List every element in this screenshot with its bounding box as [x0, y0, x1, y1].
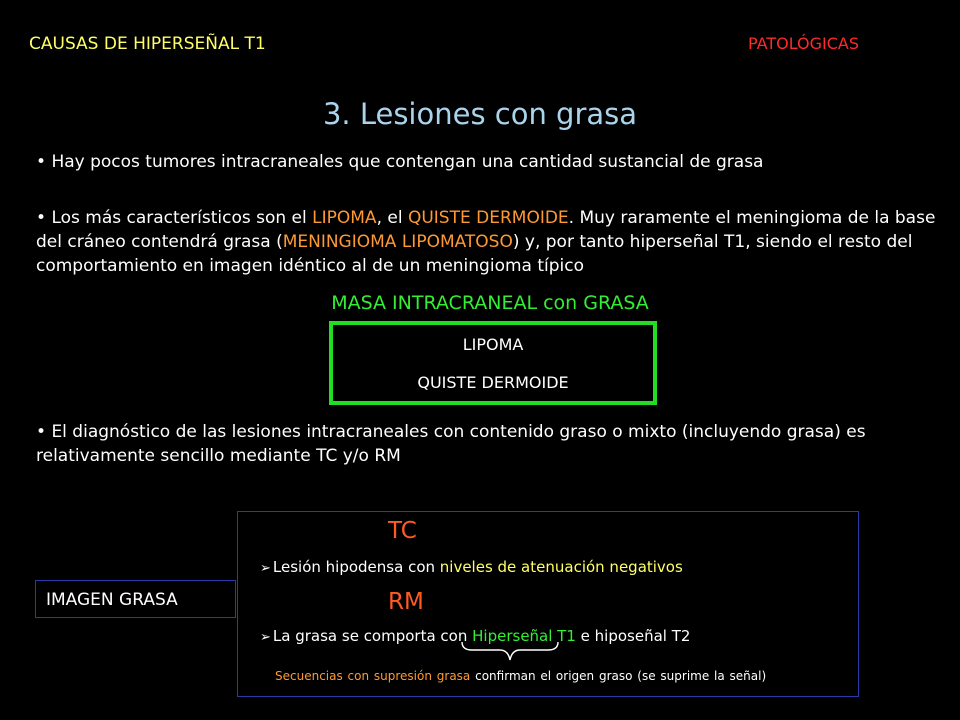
- imagen-grasa-box: IMAGEN GRASA: [35, 580, 236, 618]
- tc-heading: TC: [388, 518, 417, 544]
- bullet-paragraph-2: [36, 206, 951, 278]
- tc-description: [260, 558, 683, 576]
- note-highlight: Secuencias con supresión grasa: [275, 669, 471, 683]
- bullet-dot-icon: •: [36, 422, 47, 442]
- rm-text-a: La grasa se comporta con: [272, 627, 473, 645]
- slide-title: 3. Lesiones con grasa: [322, 97, 638, 131]
- rm-heading: RM: [388, 589, 424, 615]
- masa-list-box: [329, 321, 657, 405]
- bullet-1-text: Hay pocos tumores intracraneales que contengan una cantidad sustancial de grasa: [51, 152, 764, 172]
- bullet-2-text-b: , el: [376, 208, 408, 228]
- quiste-dermoide-highlight: QUISTE DERMOIDE: [407, 208, 569, 228]
- bullet-2-text-a: Los más característicos son el: [51, 208, 313, 228]
- bullet-2-text-c: . Muy raramente el meningioma de la base del cráneo contendrá grasa (: [36, 208, 936, 252]
- rm-text-highlight: Hiperseñal T1: [472, 627, 576, 645]
- rm-text-c: e hiposeñal T2: [575, 627, 691, 645]
- bullet-3-text: El diagnóstico de las lesiones intracraneales con contenido graso o mixto (incluyendo grasa) es relativamente sencillo mediante TC y/o RM: [36, 422, 866, 466]
- bullet-paragraph-3: [36, 420, 951, 468]
- bullet-paragraph-1: [36, 150, 946, 174]
- meningioma-lipomatoso-highlight: MENINGIOMA LIPOMATOSO: [282, 232, 513, 252]
- header-right-title: PATOLÓGICAS: [748, 34, 860, 53]
- bullet-dot-icon: •: [36, 208, 47, 228]
- tc-text-a: Lesión hipodensa con: [272, 558, 440, 576]
- bullet-2-text-d: ) y, por tanto hiperseñal T1, siendo el resto del comportamiento en imagen idéntico al de un meningioma típico: [36, 232, 913, 276]
- note-text: confirman el origen graso (se suprime la señal): [470, 669, 767, 683]
- masa-item-lipoma: LIPOMA: [462, 335, 524, 354]
- arrowhead-right-icon: ➢: [260, 630, 271, 645]
- bullet-dot-icon: •: [36, 152, 47, 172]
- arrowhead-right-icon: ➢: [260, 561, 271, 576]
- tc-text-highlight: niveles de atenuación negativos: [439, 558, 683, 576]
- curly-brace-icon: [460, 640, 560, 664]
- supresion-grasa-note: [275, 669, 766, 683]
- masa-intracraneal-title: MASA INTRACRANEAL con GRASA: [331, 292, 649, 314]
- lipoma-highlight: LIPOMA: [312, 208, 377, 228]
- header-left-title: CAUSAS DE HIPERSEÑAL T1: [29, 34, 266, 54]
- masa-item-quiste-dermoide: QUISTE DERMOIDE: [417, 373, 569, 392]
